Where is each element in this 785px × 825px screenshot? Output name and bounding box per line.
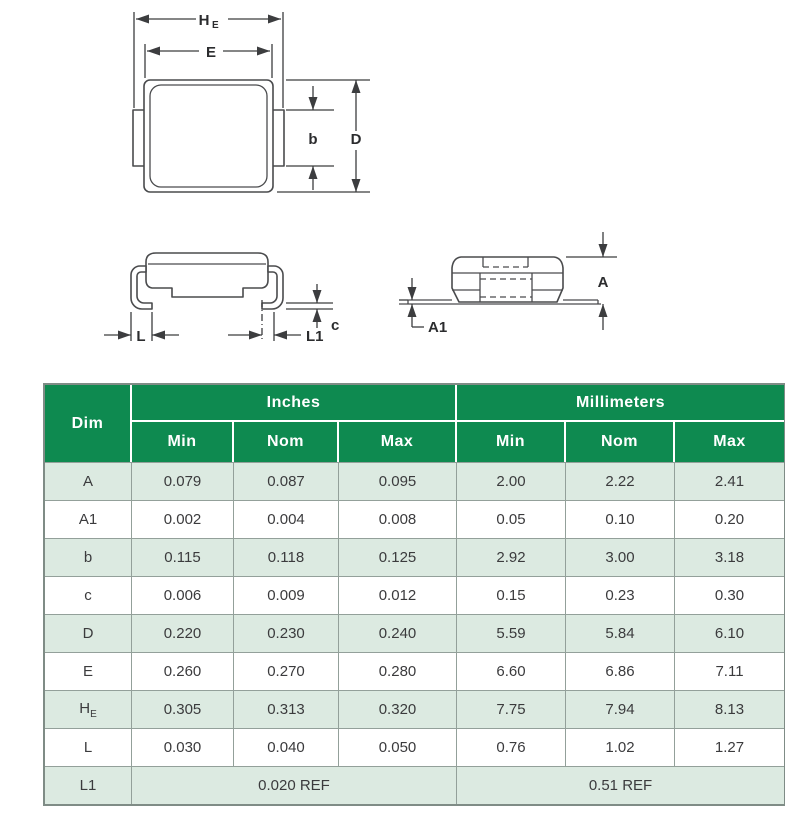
value-cell: 0.040 — [234, 728, 339, 766]
package-body-end-view — [452, 257, 563, 302]
table-row-a1 — [45, 500, 784, 538]
value-cell: 0.079 — [132, 462, 234, 500]
end-view — [399, 232, 617, 336]
value-cell: 0.004 — [234, 500, 339, 538]
value-cell: 2.22 — [566, 462, 675, 500]
dimension-l — [104, 312, 179, 345]
value-cell: 6.10 — [675, 614, 784, 652]
dimension-b — [286, 86, 334, 190]
value-cell: 6.86 — [566, 652, 675, 690]
value-cell: 2.41 — [675, 462, 784, 500]
value-cell: 0.20 — [675, 500, 784, 538]
dimension-label-l1: L1 — [306, 328, 324, 345]
table-row-a — [45, 462, 784, 500]
column-group-inches: Inches — [132, 385, 457, 422]
column-header-inches-nom: Nom — [234, 422, 339, 462]
value-cell-inches-ref: 0.020 REF — [132, 766, 457, 804]
value-cell: 6.60 — [457, 652, 566, 690]
value-cell: 5.59 — [457, 614, 566, 652]
value-cell: 1.02 — [566, 728, 675, 766]
value-cell: 1.27 — [675, 728, 784, 766]
dimension-label-a: A — [597, 274, 609, 291]
value-cell: 0.012 — [339, 576, 457, 614]
table-row-d — [45, 614, 784, 652]
table-row-l1 — [45, 766, 784, 804]
dimension-a — [566, 232, 617, 330]
package-body-side-view — [146, 253, 268, 297]
value-cell: 0.009 — [234, 576, 339, 614]
value-cell: 7.94 — [566, 690, 675, 728]
value-cell: 3.18 — [675, 538, 784, 576]
value-cell: 0.15 — [457, 576, 566, 614]
value-cell: 0.125 — [339, 538, 457, 576]
value-cell: 0.05 — [457, 500, 566, 538]
package-outline-drawing — [0, 0, 785, 378]
table-row-b — [45, 538, 784, 576]
value-cell: 0.115 — [132, 538, 234, 576]
dimension-a1 — [399, 278, 447, 336]
dimension-e — [145, 44, 272, 78]
dim-cell: $H_E$ — [45, 690, 132, 728]
dimension-label-a1: A1 — [428, 319, 448, 336]
column-header-dim: Dim — [45, 385, 132, 462]
column-group-millimeters: Millimeters — [457, 385, 784, 422]
value-cell: 0.095 — [339, 462, 457, 500]
table-row-he — [45, 690, 784, 728]
value-cell: 0.008 — [339, 500, 457, 538]
value-cell: 8.13 — [675, 690, 784, 728]
dim-cell: E — [45, 652, 132, 690]
value-cell: 0.320 — [339, 690, 457, 728]
column-header-inches-min: Min — [132, 422, 234, 462]
dimension-label-he-sub: E — [212, 20, 219, 31]
package-body-top-view — [144, 80, 273, 192]
value-cell: 0.006 — [132, 576, 234, 614]
dim-cell: D — [45, 614, 132, 652]
column-header-inches-max: Max — [339, 422, 457, 462]
value-cell: 0.10 — [566, 500, 675, 538]
value-cell: 0.270 — [234, 652, 339, 690]
column-header-mm-nom: Nom — [566, 422, 675, 462]
dimension-d — [277, 80, 370, 192]
dimension-label-c: c — [331, 317, 340, 334]
value-cell: 0.30 — [675, 576, 784, 614]
dimension-label-b: b — [308, 131, 318, 148]
dim-cell: L — [45, 728, 132, 766]
value-cell: 0.030 — [132, 728, 234, 766]
value-cell: 0.280 — [339, 652, 457, 690]
column-header-mm-max: Max — [675, 422, 784, 462]
table-row-c — [45, 576, 784, 614]
column-header-mm-min: Min — [457, 422, 566, 462]
value-cell: 0.087 — [234, 462, 339, 500]
table-row-e — [45, 652, 784, 690]
dim-cell: c — [45, 576, 132, 614]
value-cell: 0.305 — [132, 690, 234, 728]
value-cell: 0.230 — [234, 614, 339, 652]
value-cell: 0.313 — [234, 690, 339, 728]
value-cell: 2.00 — [457, 462, 566, 500]
dimension-label-e: E — [205, 44, 217, 61]
value-cell: 7.75 — [457, 690, 566, 728]
value-cell: 3.00 — [566, 538, 675, 576]
value-cell: 0.002 — [132, 500, 234, 538]
value-cell: 0.260 — [132, 652, 234, 690]
dim-cell: A — [45, 462, 132, 500]
value-cell-mm-ref: 0.51 REF — [457, 766, 784, 804]
value-cell: 0.220 — [132, 614, 234, 652]
value-cell: 0.118 — [234, 538, 339, 576]
value-cell: 0.76 — [457, 728, 566, 766]
dimension-label-d: D — [350, 131, 362, 148]
value-cell: 7.11 — [675, 652, 784, 690]
dim-cell: b — [45, 538, 132, 576]
dim-cell: A1 — [45, 500, 132, 538]
value-cell: 0.23 — [566, 576, 675, 614]
top-view — [133, 12, 370, 192]
dimension-c — [286, 284, 339, 334]
dim-cell: L1 — [45, 766, 132, 804]
table-row-l — [45, 728, 784, 766]
dimension-table — [43, 383, 785, 806]
value-cell: 2.92 — [457, 538, 566, 576]
value-cell: 5.84 — [566, 614, 675, 652]
dimension-label-l: L — [136, 328, 146, 345]
dimension-label-he: H — [198, 12, 210, 29]
value-cell: 0.240 — [339, 614, 457, 652]
value-cell: 0.050 — [339, 728, 457, 766]
side-view — [104, 253, 339, 345]
